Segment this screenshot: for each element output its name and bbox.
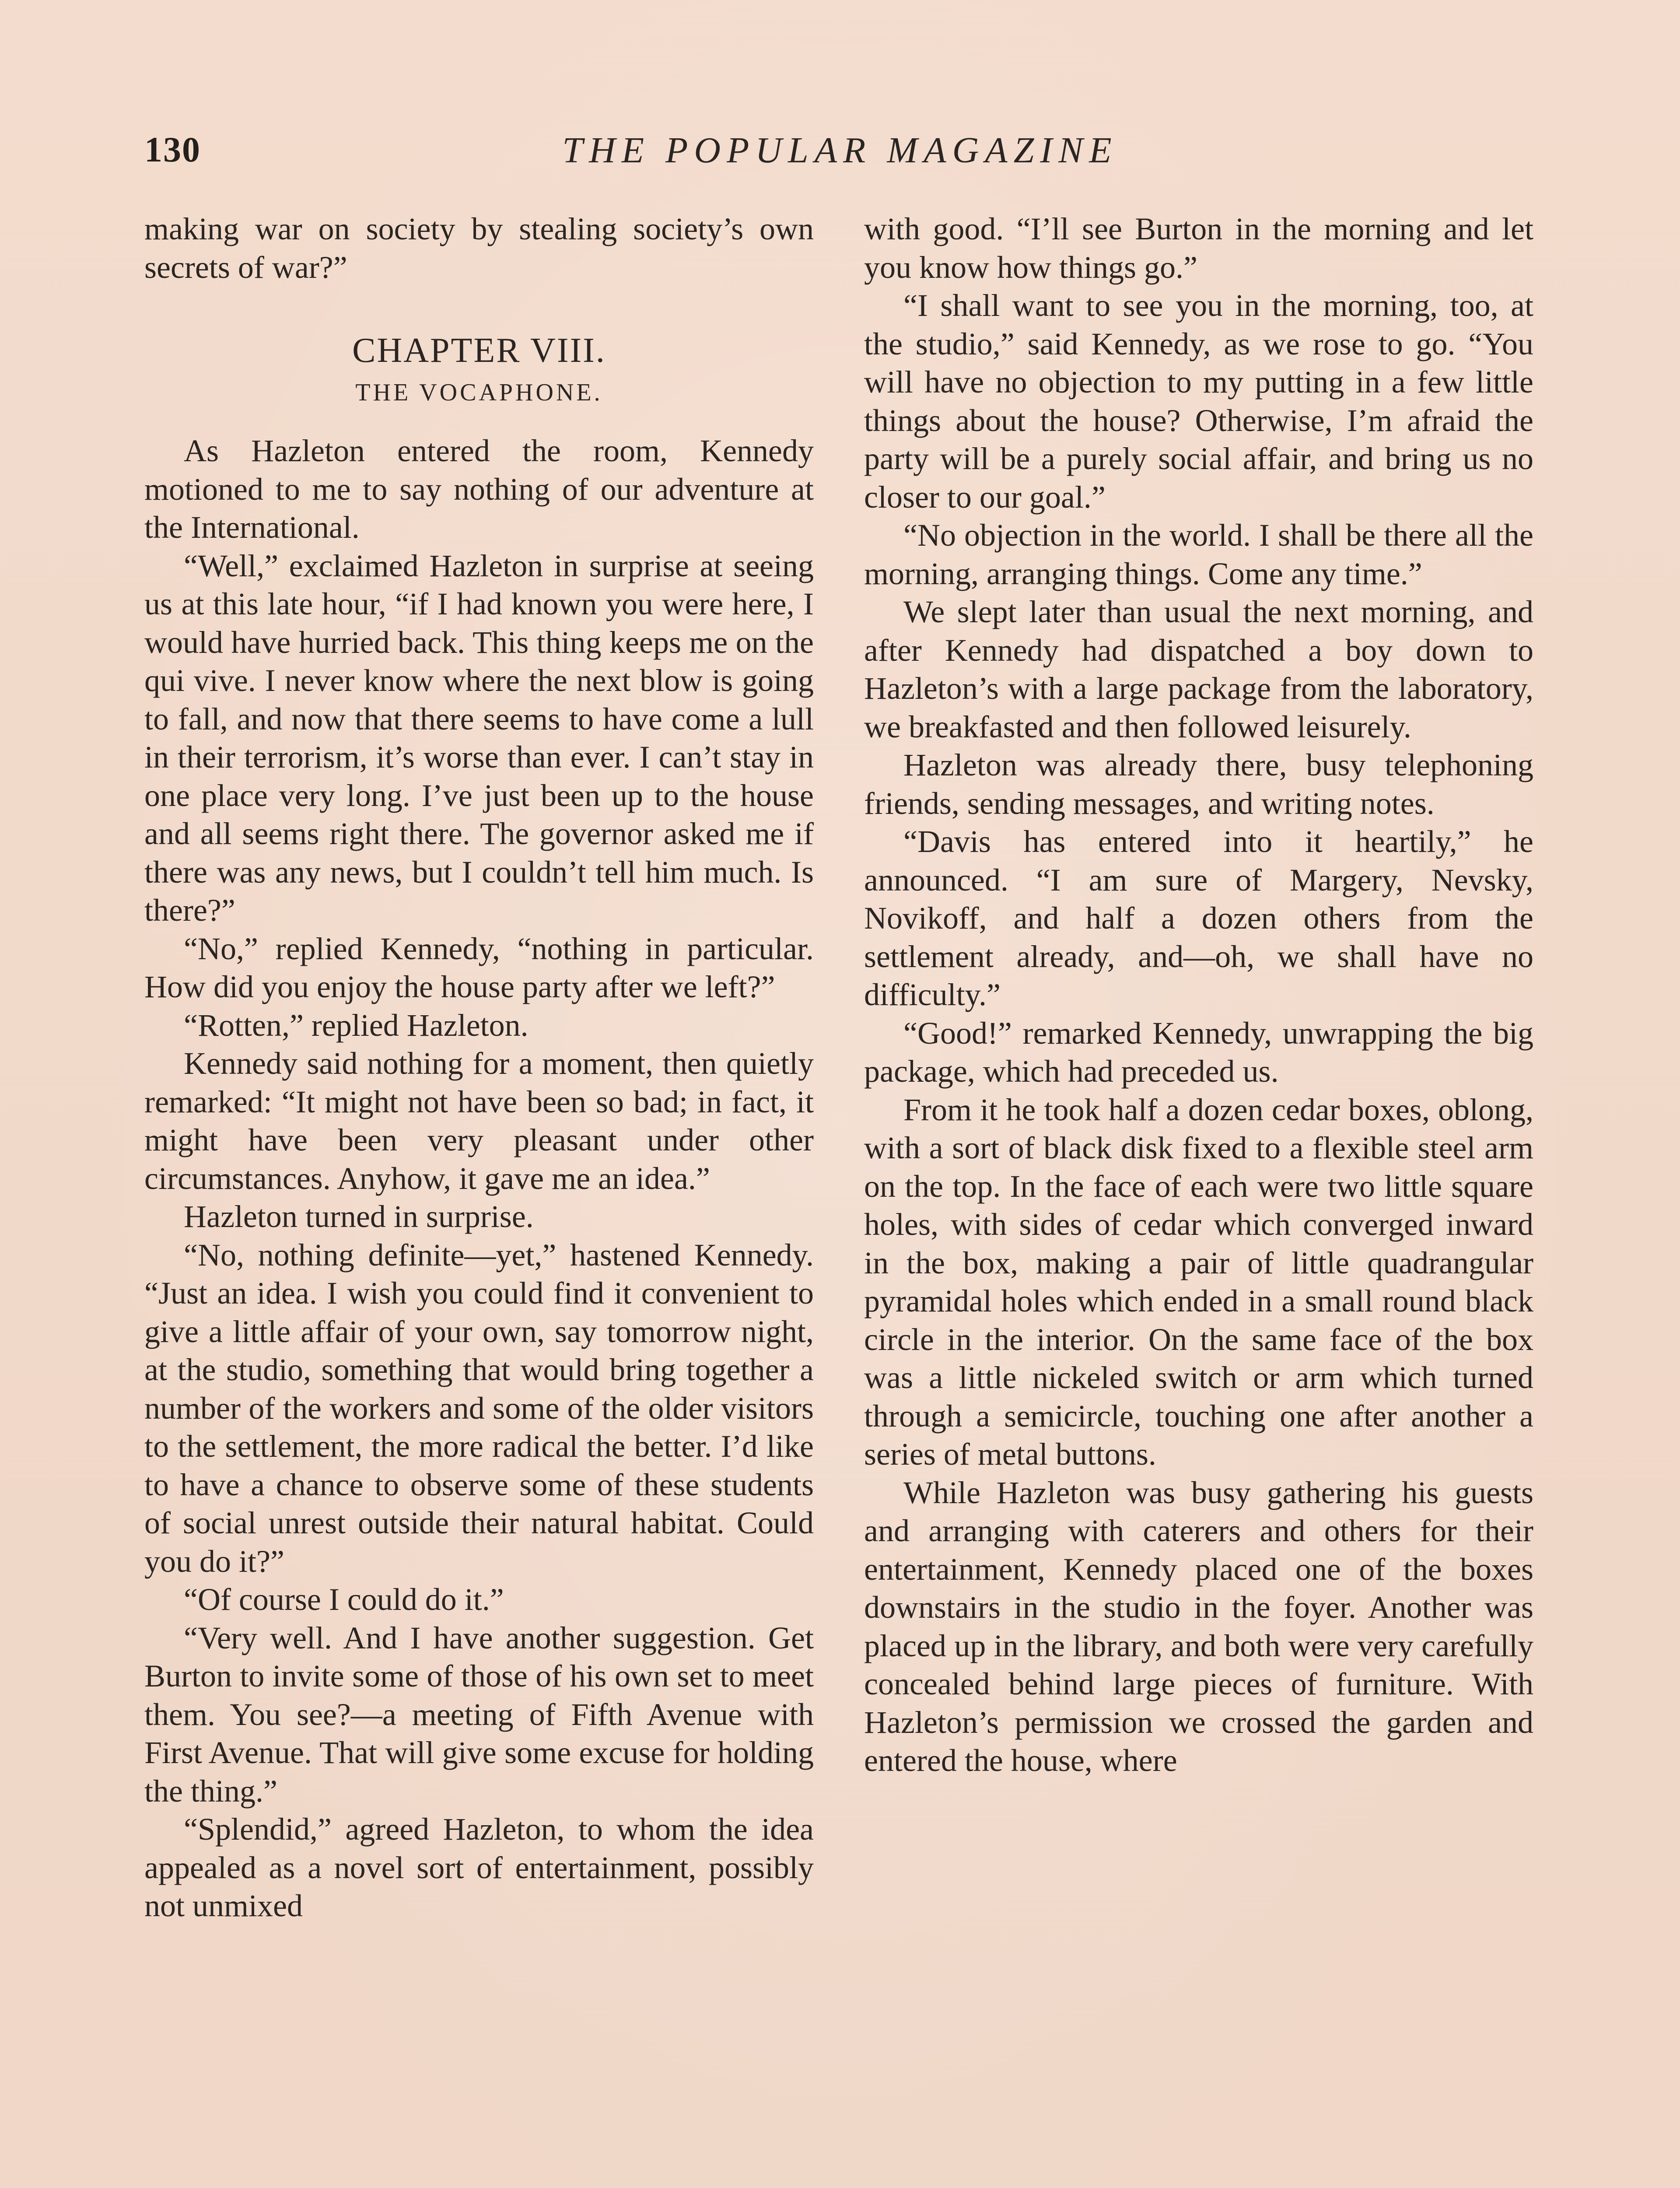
page-header bbox=[144, 129, 1536, 186]
paragraph: making war on society by stealing society’s own secrets of war?” bbox=[144, 211, 814, 285]
paragraph: “Splendid,” agreed Hazleton, to whom the idea appealed as a novel sort of entertainment, possibly not unmixed bbox=[144, 1812, 814, 1923]
chapter-heading: CHAPTER VIII. bbox=[352, 331, 606, 370]
paragraph: Hazleton was already there, busy telephoning friends, sending messages, and writing notes. bbox=[864, 747, 1533, 821]
paragraph: From it he took half a dozen cedar boxes, oblong, with a sort of black disk fixed to a flexible steel arm on the top. In the face of each were two little square holes, with sides of cedar which converged inward in the box, making a pair of little quadrangular pyramidal holes which ended in a small round black circle in the interior. On the same face of the box was a little nickeled switch or arm which turned through a semicircle, touching one after another a series of metal buttons. bbox=[864, 1092, 1533, 1472]
paragraph: “Well,” exclaimed Hazleton in surprise at seeing us at this late hour, “if I had known you were here, I would have hurried back. This thing keeps me on the qui vive. I never know where the next blow is going to fall, and now that there seems to have come a lull in their terrorism, it’s worse than ever. I can’t stay in one place very long. I’ve just been up to the house and all seems right there. The governor asked me if there was any news, but I couldn’t tell him much. Is there?” bbox=[144, 548, 814, 928]
right-column bbox=[864, 210, 1533, 1780]
paragraph: “Good!” remarked Kennedy, unwrapping the big package, which had preceded us. bbox=[864, 1015, 1533, 1089]
paragraph: “No,” replied Kennedy, “nothing in particular. How did you enjoy the house party after we left?” bbox=[144, 931, 814, 1004]
left-column bbox=[144, 210, 814, 1925]
paragraph: While Hazleton was busy gathering his guests and arranging with caterers and others for their entertainment, Kennedy placed one of the boxes downstairs in the studio in the foyer. Another was placed up in the library, and both were very carefully concealed behind large pieces of furniture. With Hazleton’s permission we crossed the garden and entered the house, where bbox=[864, 1475, 1533, 1778]
paragraph: “Of course I could do it.” bbox=[184, 1582, 504, 1617]
paragraph: “No objection in the world. I shall be there all the morning, arranging things. Come any time.” bbox=[864, 518, 1533, 591]
paragraph: with good. “I’ll see Burton in the morning and let you know how things go.” bbox=[864, 211, 1533, 285]
paragraph: “No, nothing definite—yet,” hastened Kennedy. “Just an idea. I wish you could find it convenient to give a little affair of your own, say tomorrow night, at the studio, something that would bring together a number of the workers and some of the older visitors to the settlement, the more radical the better. I’d like to have a chance to observe some of these students of social unrest outside their natural habitat. Could you do it?” bbox=[144, 1237, 814, 1579]
chapter-subtitle: THE VOCAPHONE. bbox=[355, 379, 603, 406]
paragraph: “I shall want to see you in the morning, too, at the studio,” said Kennedy, as we rose to go. “You will have no objection to my putting in a few little things about the house? Otherwise, I’m afraid the party will be a purely social affair, and bring us no closer to our goal.” bbox=[864, 288, 1533, 515]
paragraph: “Very well. And I have another suggestion. Get Burton to invite some of those of his own set to meet them. You see?—a meeting of Fifth Avenue with First Avenue. That will give some excuse for holding the thing.” bbox=[144, 1620, 814, 1809]
paragraph: As Hazleton entered the room, Kennedy motioned to me to say nothing of our adventure at the International. bbox=[144, 433, 814, 545]
paragraph: Hazleton turned in surprise. bbox=[184, 1199, 534, 1234]
paragraph: “Rotten,” replied Hazleton. bbox=[184, 1007, 528, 1043]
paragraph: We slept later than usual the next morning, and after Kennedy had dispatched a boy down to Hazleton’s with a large package from the laboratory, we breakfasted and then followed leisurely. bbox=[864, 594, 1533, 744]
paragraph: Kennedy said nothing for a moment, then quietly remarked: “It might not have been so bad; in fact, it might have been very pleasant under other circumstances. Anyhow, it gave me an idea.” bbox=[144, 1046, 814, 1196]
magazine-title: THE POPULAR MAGAZINE bbox=[562, 130, 1118, 171]
page-number: 130 bbox=[144, 130, 201, 169]
paragraph: “Davis has entered into it heartily,” he announced. “I am sure of Margery, Nevsky, Novikoff, and half a dozen others from the settlement already, and—oh, we shall have no difficulty.” bbox=[864, 824, 1533, 1012]
